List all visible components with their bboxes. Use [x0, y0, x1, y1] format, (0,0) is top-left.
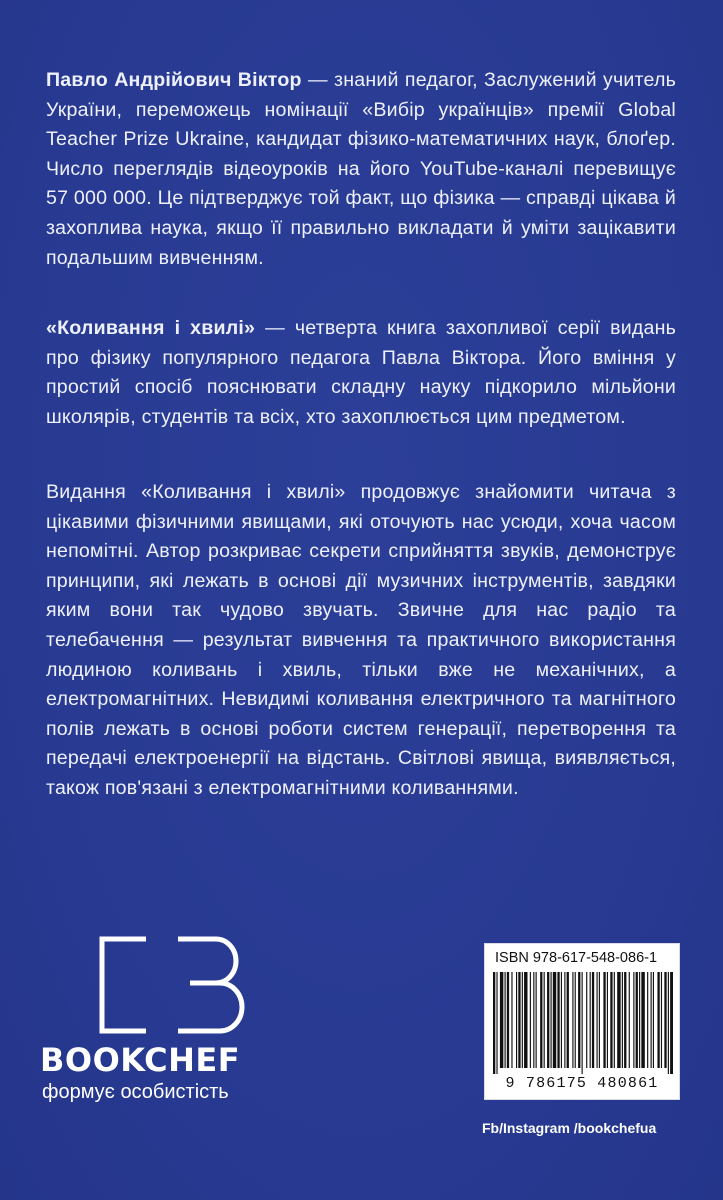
author-bio-text: — знаний педагог, Заслужений учитель України, переможець номінації «Вибір українців» премії Global Teacher Prize Ukraine, кандидат фізико-математичних наук, блоґер. Число переглядів відеоуроків на його YouTube-каналі перевищує 57 000 000. Це підтверджує той факт, що фізика — справді цікава й захоплива наука, якщо її правильно викладати й уміти зацікавити подальшим вивченням. [46, 69, 676, 269]
barcode-bar [653, 972, 654, 1068]
barcode-bar [518, 972, 520, 1068]
book-intro-paragraph [46, 314, 676, 432]
barcode-bar [629, 972, 630, 1068]
barcode-bar [533, 972, 534, 1068]
social-handle: Fb/Instagram /bookchefua [482, 1120, 657, 1136]
barcode-bar [516, 972, 517, 1068]
book-intro-text: — четверта книга захопливої серії видань про фізику популярного педагога Павла Віктора. Його вміння у простий спосіб пояснювати складну науку підкорило мільйони школярів, студентів та всіх, хто захоплюється цим предметом. [46, 317, 676, 428]
barcode-bar [572, 972, 573, 1068]
author-name: Павло Андрійович Віктор [46, 69, 302, 91]
barcode-bar [547, 972, 549, 1068]
barcode-bar [511, 972, 512, 1068]
barcode-bar [500, 972, 503, 1068]
barcode-bar [582, 972, 583, 1074]
barcode-bar [564, 972, 565, 1068]
barcode-bar [557, 972, 559, 1068]
barcode-bar [670, 972, 673, 1074]
barcode-bars [491, 972, 673, 1074]
barcode-bar [575, 972, 576, 1068]
barcode-bar [599, 972, 600, 1068]
barcode-bar [524, 972, 527, 1068]
barcode-bar [617, 972, 620, 1068]
publisher-logo [40, 935, 280, 1105]
barcode-bar [536, 972, 537, 1068]
barcode-bar [607, 972, 608, 1068]
barcode-bar [507, 972, 509, 1068]
barcode-bar [544, 972, 545, 1068]
barcode-bar [657, 972, 659, 1068]
barcode-bar [610, 972, 612, 1068]
barcode-bar [586, 972, 587, 1068]
isbn-barcode [484, 943, 680, 1100]
barcode-bar [633, 972, 634, 1068]
barcode-bar [641, 972, 644, 1068]
barcode-bar [530, 972, 531, 1068]
barcode-bar [522, 972, 523, 1068]
barcode-digits: 9 786175 480861 [505, 1075, 659, 1092]
barcode-bar [540, 972, 542, 1068]
barcode-bar [639, 972, 640, 1068]
barcode-bar [578, 972, 580, 1068]
barcode-bar [505, 972, 506, 1068]
author-bio-paragraph [46, 66, 676, 273]
barcode-bar [496, 972, 497, 1074]
barcode-bar [592, 972, 594, 1068]
barcode-bar [636, 972, 638, 1068]
barcode-bar [551, 972, 552, 1068]
barcode-bar [493, 972, 495, 1074]
barcode-bar [664, 972, 666, 1068]
isbn-label: ISBN 978-617-548-086-1 [495, 950, 658, 966]
barcode-bar [553, 972, 556, 1068]
barcode-bar [590, 972, 591, 1068]
barcode-bar [668, 972, 669, 1074]
barcode-bar [624, 972, 626, 1068]
barcode-bar [614, 972, 615, 1068]
barcode-bar [661, 972, 662, 1068]
bookchef-logo-mark-icon [98, 935, 258, 1035]
barcode-bar [647, 972, 648, 1068]
barcode-bar [561, 972, 562, 1068]
book-title: «Коливання і хвилі» [46, 317, 256, 339]
barcode-bar [567, 972, 569, 1068]
book-description-paragraph: Видання «Коливання і хвилі» продовжує знайомити читача з цікавими фізичними явищами, які оточують нас усюди, хоча часом непомітні. Автор розкриває секрети сприйняття звуків, демонструє принципи, які лежать в основі дії музичних інструментів, завдяки яким вони так чудово звучать. Звичне для нас радіо та телебачення — результат вивчення та практичного використання людиною коливань і хвиль, тільки вже не механічних, а електромагнітних. Невидимі коливання електричного та магнітного полів лежать в основі роботи систем генерації, перетворення та передачі електроенергії на відстань. Світлові явища, виявляється, також пов'язані з електромагнітними коливаннями. [46, 481, 676, 799]
publisher-name: BOOKCHEF [40, 1041, 241, 1079]
barcode-bar [597, 972, 598, 1068]
barcode-bar [603, 972, 605, 1068]
publisher-slogan: формує особистість [42, 1081, 229, 1103]
barcode-bar [622, 972, 623, 1068]
barcode-bar [651, 972, 652, 1068]
